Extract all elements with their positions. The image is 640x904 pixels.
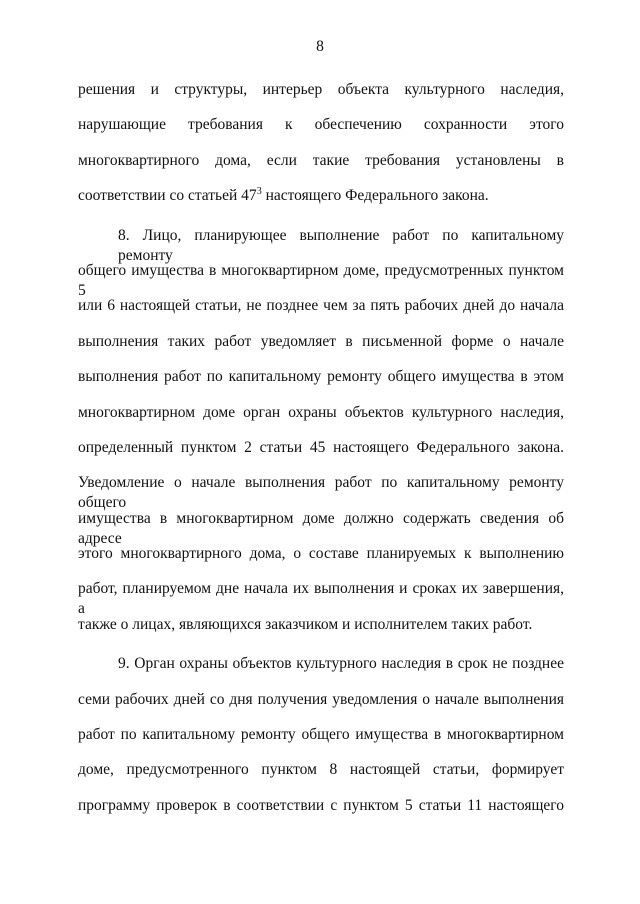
text-line: Уведомление о начале выполнения работ по капитальному ремонту общего [78, 474, 564, 512]
text-line: выполнения работ по капитальному ремонту общего имущества в этом [78, 368, 564, 386]
paragraph-item-8 [78, 226, 564, 651]
text-line: также о лицах, являющихся заказчиком и исполнителем таких работ. [78, 615, 533, 633]
text-line: общего имущества в многоквартирном доме, предусмотренных пунктом 5 [78, 261, 564, 299]
text-line: решения и структуры, интерьер объекта культурного наследия, [78, 81, 564, 98]
text-line: семи рабочих дней со дня получения уведомления о начале выполнения [78, 690, 564, 708]
text-line: программу проверок в соответствии с пунктом 5 статьи 11 настоящего [78, 796, 564, 814]
text-line: доме, предусмотренного пунктом 8 настоящей статьи, формирует [78, 761, 564, 779]
page-number: 8 [316, 38, 324, 55]
text-line: определенный пунктом 2 статьи 45 настоящего Федерального закона. [78, 438, 564, 456]
text-line: многоквартирном доме орган охраны объектов культурного наследия, [78, 403, 564, 421]
text-line-with-superscript [78, 186, 564, 221]
text-line: работ по капитальному ремонту общего имущества в многоквартирном [78, 726, 564, 744]
text-line: 9. Орган охраны объектов культурного наследия в срок не позднее [118, 655, 564, 673]
paragraph-continuation [78, 80, 564, 222]
text-line: или 6 настоящей статьи, не позднее чем за пять рабочих дней до начала [78, 297, 564, 315]
text-line: нарушающие требования к обеспечению сохранности этого [78, 116, 564, 134]
superscript: 3 [256, 186, 262, 198]
text-line: 8. Лицо, планирующее выполнение работ по капитальному ремонту [118, 226, 564, 264]
text-line: имущества в многоквартирном доме должно содержать сведения об адресе [78, 509, 564, 547]
text-line: выполнения таких работ уведомляет в письменной форме о начале [78, 332, 564, 350]
text-line: многоквартирного дома, если такие требования установлены в [78, 151, 564, 169]
text-line: работ, планируемом дне начала их выполнения и сроках их завершения, а [78, 580, 564, 618]
body-text [78, 80, 564, 831]
text-fragment: соответствии со статьей 47 [78, 187, 257, 205]
text-line: этого многоквартирного дома, о составе планируемых к выполнению [78, 545, 564, 563]
paragraph-item-9 [78, 654, 564, 831]
text-fragment: настоящего Федерального закона. [261, 187, 489, 205]
